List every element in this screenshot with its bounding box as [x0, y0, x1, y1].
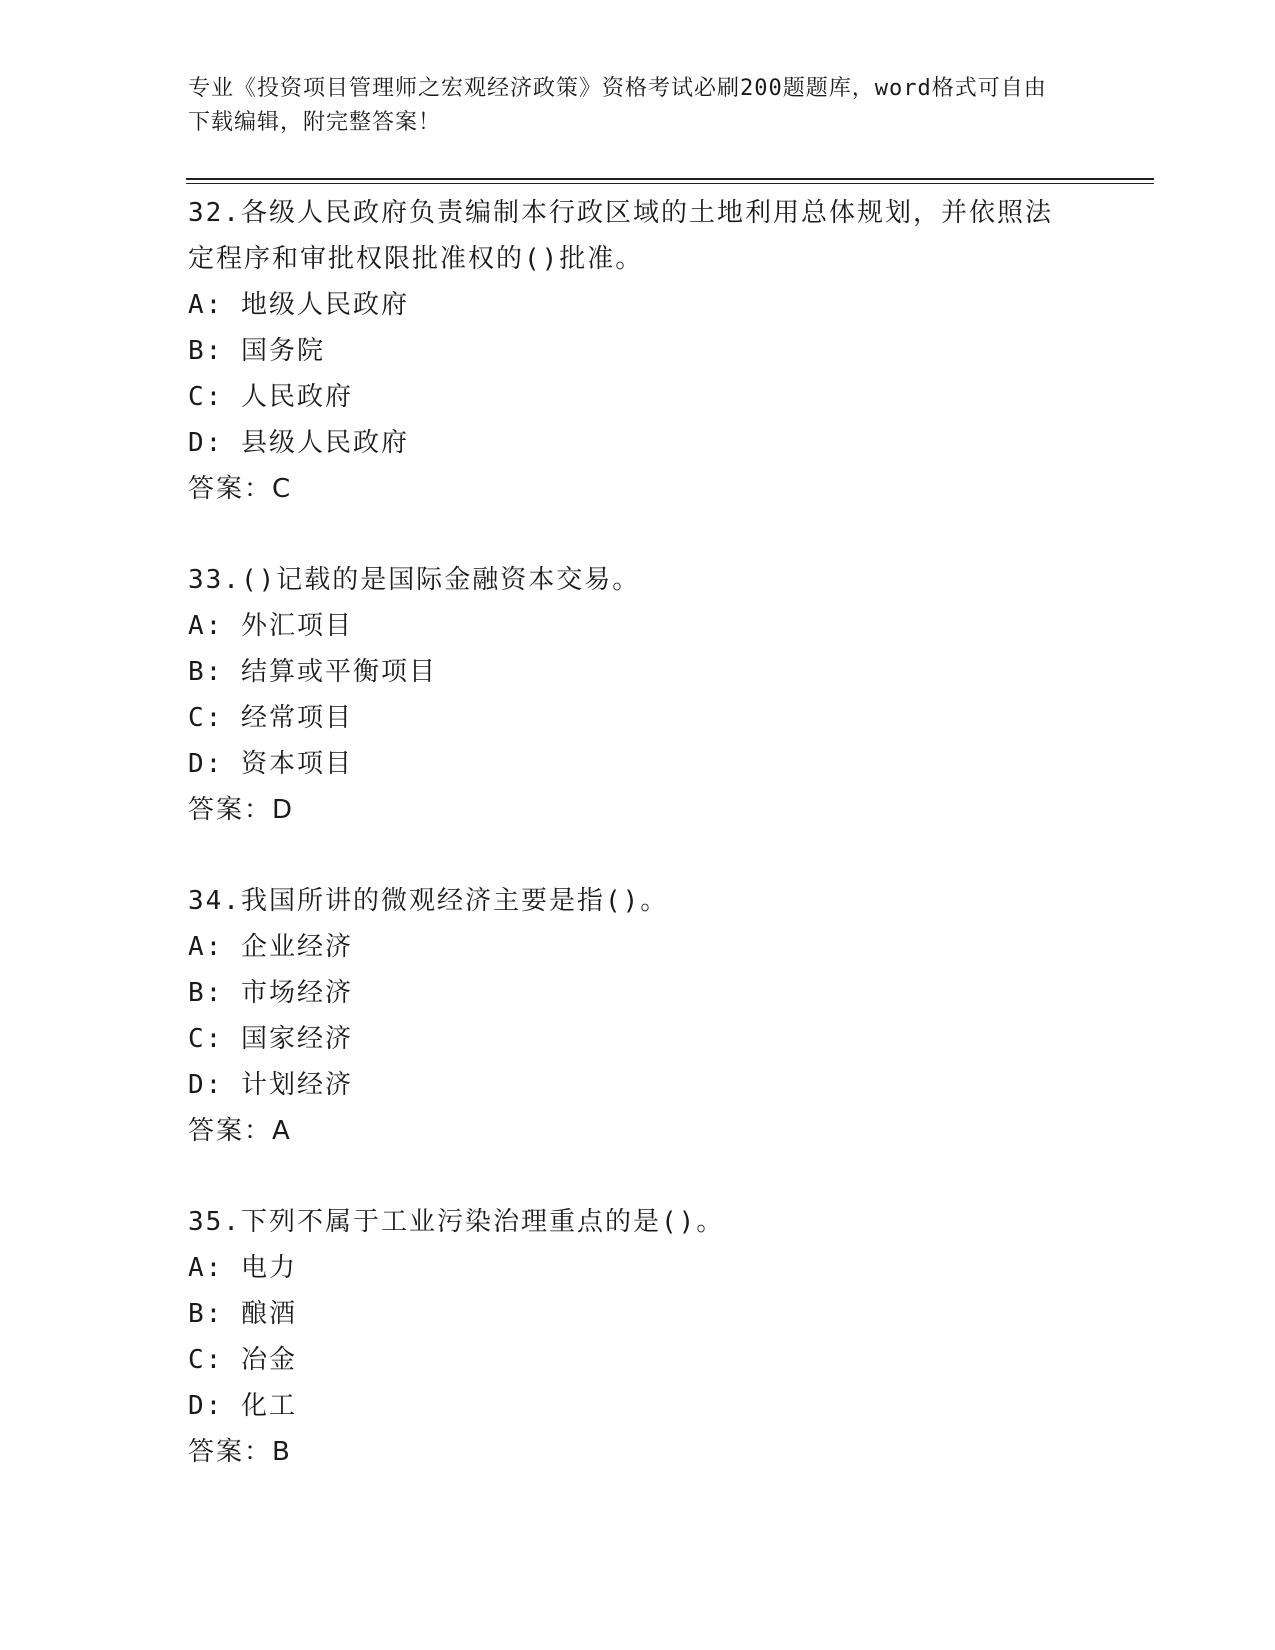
question-32: [188, 190, 1088, 512]
option-b: B: 酿酒: [188, 1299, 297, 1329]
option-a: A: 电力: [188, 1253, 297, 1283]
option-c: C: 经常项目: [188, 703, 353, 733]
answer-label: 答案：A: [188, 1116, 292, 1146]
option-d: D: 计划经济: [188, 1070, 353, 1100]
option-a: A: 地级人民政府: [188, 290, 409, 320]
answer-label: 答案：D: [188, 795, 295, 825]
option-d: D: 资本项目: [188, 749, 353, 779]
option-a: A: 外汇项目: [188, 611, 353, 641]
question-list: [188, 190, 1088, 1520]
header-divider-thick: [186, 178, 1154, 180]
header-divider-thin: [186, 183, 1154, 184]
question-stem: 35.下列不属于工业污染治理重点的是()。: [188, 1207, 725, 1237]
option-a: A: 企业经济: [188, 932, 353, 962]
option-b: B: 国务院: [188, 336, 325, 366]
question-33: [188, 557, 1088, 833]
option-c: C: 国家经济: [188, 1024, 353, 1054]
option-b: B: 结算或平衡项目: [188, 657, 437, 687]
option-b: B: 市场经济: [188, 978, 353, 1008]
option-d: D: 县级人民政府: [188, 428, 409, 458]
question-stem: 33.()记载的是国际金融资本交易。: [188, 565, 641, 595]
answer-label: 答案：C: [188, 474, 293, 504]
question-stem: 34.我国所讲的微观经济主要是指()。: [188, 886, 669, 916]
document-header: 专业《投资项目管理师之宏观经济政策》资格考试必刷200题题库，word格式可自由下载编辑，附完整答案！: [188, 76, 1047, 135]
question-stem: 32.各级人民政府负责编制本行政区域的土地利用总体规划，并依照法定程序和审批权限批准权的()批准。: [188, 198, 1053, 274]
option-c: C: 人民政府: [188, 382, 353, 412]
question-35: [188, 1199, 1088, 1475]
option-c: C: 冶金: [188, 1345, 297, 1375]
answer-label: 答案：B: [188, 1437, 292, 1467]
question-34: [188, 878, 1088, 1154]
option-d: D: 化工: [188, 1391, 297, 1421]
